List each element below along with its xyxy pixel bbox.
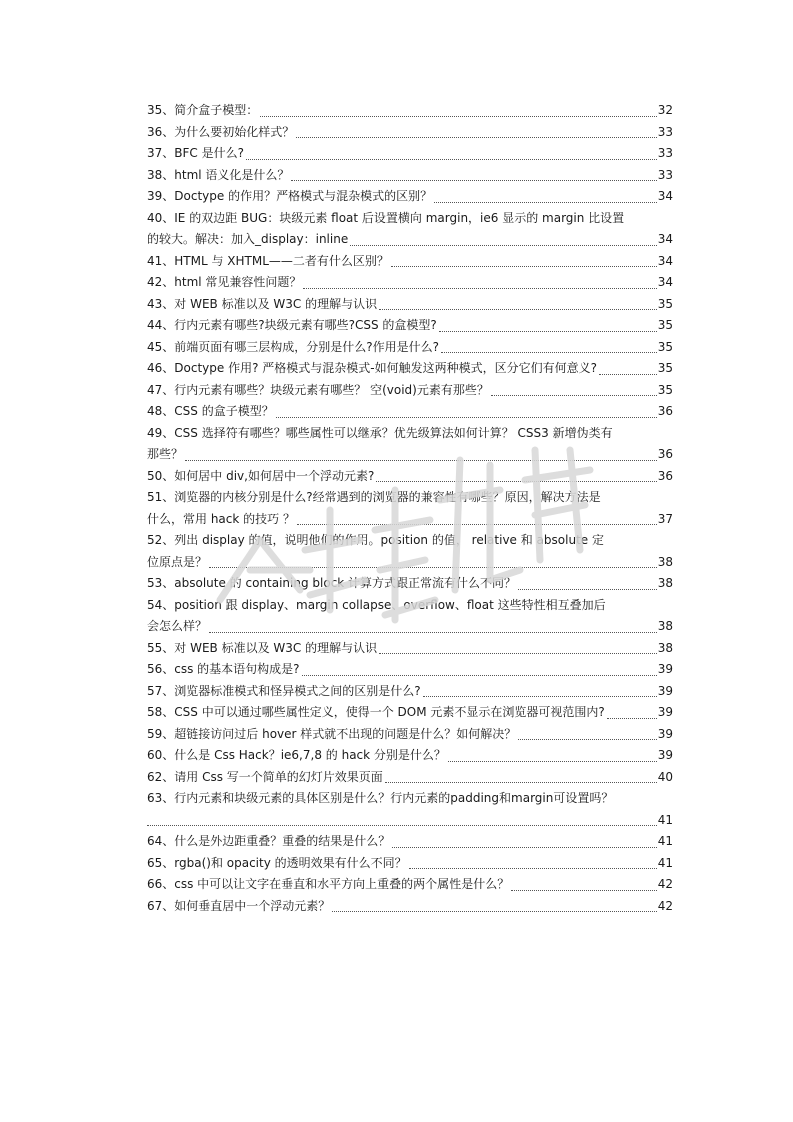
toc-entry[interactable] — [147, 122, 673, 144]
toc-entry[interactable] — [147, 831, 673, 853]
dot-leader — [518, 738, 656, 740]
toc-entry-text: 会怎么样？ — [147, 619, 208, 633]
toc-entry[interactable] — [147, 165, 673, 187]
toc-entry[interactable] — [147, 208, 673, 251]
toc-entry[interactable] — [147, 401, 673, 423]
dot-leader — [423, 695, 657, 697]
toc-page-number: 40 — [657, 769, 673, 784]
toc-page-number: 38 — [657, 554, 673, 569]
dot-leader — [209, 566, 657, 568]
dot-leader — [391, 265, 657, 267]
toc-entry-text: 47、行内元素有哪些？块级元素有哪些？ 空(void)元素有那些？ — [147, 382, 489, 397]
toc-entry[interactable] — [147, 638, 673, 660]
toc-entry-text: 43、对 WEB 标准以及 W3C 的理解与认识 — [147, 296, 378, 311]
toc-page-number: 35 — [657, 382, 673, 397]
toc-page-number: 35 — [657, 296, 673, 311]
toc-entry-text: 35、简介盒子模型： — [147, 103, 259, 117]
toc-entry[interactable] — [147, 745, 673, 767]
toc-page-number: 34 — [657, 275, 673, 289]
toc-page-number: 34 — [657, 253, 673, 268]
toc-entry[interactable] — [147, 380, 673, 402]
toc-page-number: 42 — [657, 877, 673, 891]
toc-entry[interactable] — [147, 143, 673, 165]
table-of-contents — [147, 100, 673, 917]
toc-entry-text: 56、css 的基本语句构成是? — [147, 662, 300, 676]
toc-entry-text: 36、为什么要初始化样式？ — [147, 124, 295, 139]
toc-page-number: 42 — [657, 898, 673, 913]
toc-entry-text: 64、什么是外边距重叠？重叠的结果是什么？ — [147, 834, 391, 848]
dot-leader — [332, 910, 656, 912]
toc-page-number: 33 — [657, 167, 673, 182]
dot-leader — [409, 867, 657, 869]
toc-entry[interactable] — [147, 272, 673, 294]
toc-entry[interactable] — [147, 423, 673, 466]
toc-entry[interactable] — [147, 896, 673, 918]
toc-entry[interactable] — [147, 788, 673, 831]
toc-entry-text: 45、前端页面有哪三层构成，分别是什么?作用是什么? — [147, 339, 440, 354]
toc-entry[interactable] — [147, 358, 673, 380]
dot-leader — [434, 201, 657, 203]
toc-entry-text: 38、html 语义化是什么？ — [147, 167, 290, 182]
toc-page-number: 35 — [657, 339, 673, 354]
dot-leader — [511, 889, 657, 891]
toc-page-number: 35 — [657, 318, 673, 332]
toc-page-number: 39 — [657, 683, 673, 698]
toc-page-number: 33 — [657, 146, 673, 160]
toc-page-number: 34 — [657, 232, 673, 246]
dot-leader — [439, 330, 657, 332]
toc-page-number: 37 — [657, 511, 673, 526]
toc-entry[interactable] — [147, 874, 673, 896]
toc-page-number: 35 — [657, 361, 673, 375]
dot-leader — [302, 674, 657, 676]
dot-leader — [376, 480, 656, 482]
toc-entry[interactable] — [147, 595, 673, 638]
toc-entry-text: 60、什么是 Css Hack？ie6,7,8 的 hack 分别是什么？ — [147, 748, 446, 762]
dot-leader — [379, 652, 657, 654]
toc-entry[interactable] — [147, 853, 673, 875]
toc-entry-text: 63、行内元素和块级元素的具体区别是什么？行内元素的padding和margin可设置吗？ — [147, 791, 614, 805]
toc-entry-text: 52、列出 display 的值，说明他们的作用。position 的值， relative 和 absolute 定 — [147, 533, 604, 547]
toc-page-number: 32 — [657, 103, 673, 117]
toc-page-number: 33 — [657, 124, 673, 139]
dot-leader — [350, 244, 657, 246]
toc-page-number: 39 — [657, 662, 673, 676]
dot-leader — [260, 115, 656, 117]
toc-entry-text: 什么，常用 hack 的技巧 ？ — [147, 511, 295, 526]
toc-entry[interactable] — [147, 487, 673, 530]
toc-page-number: 39 — [657, 748, 673, 762]
toc-entry-text: 49、CSS 选择符有哪些？哪些属性可以继承？优先级算法如何计算？ CSS3 新增伪类有 — [147, 425, 613, 440]
toc-page-number: 39 — [657, 726, 673, 741]
toc-entry-text: 58、CSS 中可以通过哪些属性定义，使得一个 DOM 元素不显示在浏览器可视范围内? — [147, 705, 605, 719]
dot-leader — [441, 351, 657, 353]
dot-leader — [296, 136, 656, 138]
toc-entry-text: 65、rgba()和 opacity 的透明效果有什么不同？ — [147, 855, 407, 870]
toc-page-number: 36 — [657, 447, 673, 461]
toc-entry-text: 42、html 常见兼容性问题？ — [147, 275, 302, 289]
dot-leader — [303, 287, 656, 289]
toc-entry-text: 40、IE 的双边距 BUG：块级元素 float 后设置横向 margin，ie6 显示的 margin 比设置 — [147, 210, 625, 225]
toc-entry[interactable] — [147, 530, 673, 573]
toc-entry-text: 54、position 跟 display、margin collapse、overflow、float 这些特性相互叠加后 — [147, 597, 606, 612]
toc-page-number: 34 — [657, 189, 673, 203]
toc-entry-text: 67、如何垂直居中一个浮动元素？ — [147, 898, 331, 913]
dot-leader — [291, 179, 656, 181]
toc-page-number: 36 — [657, 404, 673, 418]
dot-leader — [297, 523, 657, 525]
toc-entry-text: 50、如何居中 div,如何居中一个浮动元素? — [147, 468, 375, 483]
toc-entry-text: 39、Doctype 的作用？严格模式与混杂模式的区别？ — [147, 189, 433, 203]
dot-leader — [209, 631, 657, 633]
dot-leader — [385, 781, 657, 783]
toc-page-number: 41 — [657, 812, 673, 827]
toc-entry-text: 59、超链接访问过后 hover 样式就不出现的问题是什么？如何解决？ — [147, 726, 517, 741]
toc-entry[interactable] — [147, 337, 673, 359]
toc-entry-text: 44、行内元素有哪些?块级元素有哪些?CSS 的盒模型? — [147, 318, 437, 332]
toc-page-number: 41 — [657, 855, 673, 870]
toc-entry[interactable] — [147, 702, 673, 724]
toc-entry[interactable] — [147, 724, 673, 746]
toc-entry-text: 66、css 中可以让文字在垂直和水平方向上重叠的两个属性是什么？ — [147, 877, 510, 891]
dot-leader — [392, 846, 656, 848]
toc-entry[interactable] — [147, 186, 673, 208]
toc-page-number: 38 — [657, 576, 673, 590]
toc-entry-text: 37、BFC 是什么? — [147, 146, 244, 160]
toc-entry-text: 53、absolute 的 containing block 计算方式跟正常流有什么不同？ — [147, 576, 517, 590]
toc-entry-text: 55、对 WEB 标准以及 W3C 的理解与认识 — [147, 640, 378, 655]
toc-entry[interactable] — [147, 251, 673, 273]
toc-page-number: 36 — [657, 468, 673, 483]
toc-entry-text: 的较大。解决：加入_display：inline — [147, 232, 349, 246]
dot-leader — [276, 416, 657, 418]
toc-entry-text: 57、浏览器标准模式和怪异模式之间的区别是什么? — [147, 683, 421, 698]
toc-entry-text: 62、请用 Css 写一个简单的幻灯片效果页面 — [147, 769, 383, 784]
toc-page-number: 38 — [657, 640, 673, 655]
dot-leader — [185, 459, 657, 461]
dot-leader — [607, 717, 657, 719]
dot-leader — [491, 394, 657, 396]
dot-leader — [518, 588, 657, 590]
dot-leader — [448, 760, 657, 762]
toc-entry-text: 46、Doctype 作用? 严格模式与混杂模式-如何触发这两种模式，区分它们有何意义? — [147, 361, 597, 375]
toc-entry[interactable] — [147, 659, 673, 681]
toc-entry[interactable] — [147, 315, 673, 337]
toc-entry[interactable] — [147, 573, 673, 595]
dot-leader — [379, 308, 657, 310]
toc-entry-text: 位原点是？ — [147, 554, 208, 569]
toc-entry[interactable] — [147, 100, 673, 122]
toc-entry-text: 51、浏览器的内核分别是什么?经常遇到的浏览器的兼容性有哪些？原因，解决方法是 — [147, 490, 601, 504]
dot-leader — [147, 824, 657, 826]
toc-page-number: 38 — [657, 619, 673, 633]
toc-entry-text: 41、HTML 与 XHTML——二者有什么区别？ — [147, 253, 389, 268]
dot-leader — [246, 158, 657, 160]
toc-entry[interactable] — [147, 681, 673, 703]
toc-page-number: 41 — [657, 834, 673, 848]
toc-entry[interactable] — [147, 767, 673, 789]
toc-entry-text: 那些？ — [147, 447, 184, 461]
toc-entry[interactable] — [147, 466, 673, 488]
toc-entry-text: 48、CSS 的盒子模型？ — [147, 404, 274, 418]
dot-leader — [599, 373, 657, 375]
toc-page-number: 39 — [657, 705, 673, 719]
toc-entry[interactable] — [147, 294, 673, 316]
